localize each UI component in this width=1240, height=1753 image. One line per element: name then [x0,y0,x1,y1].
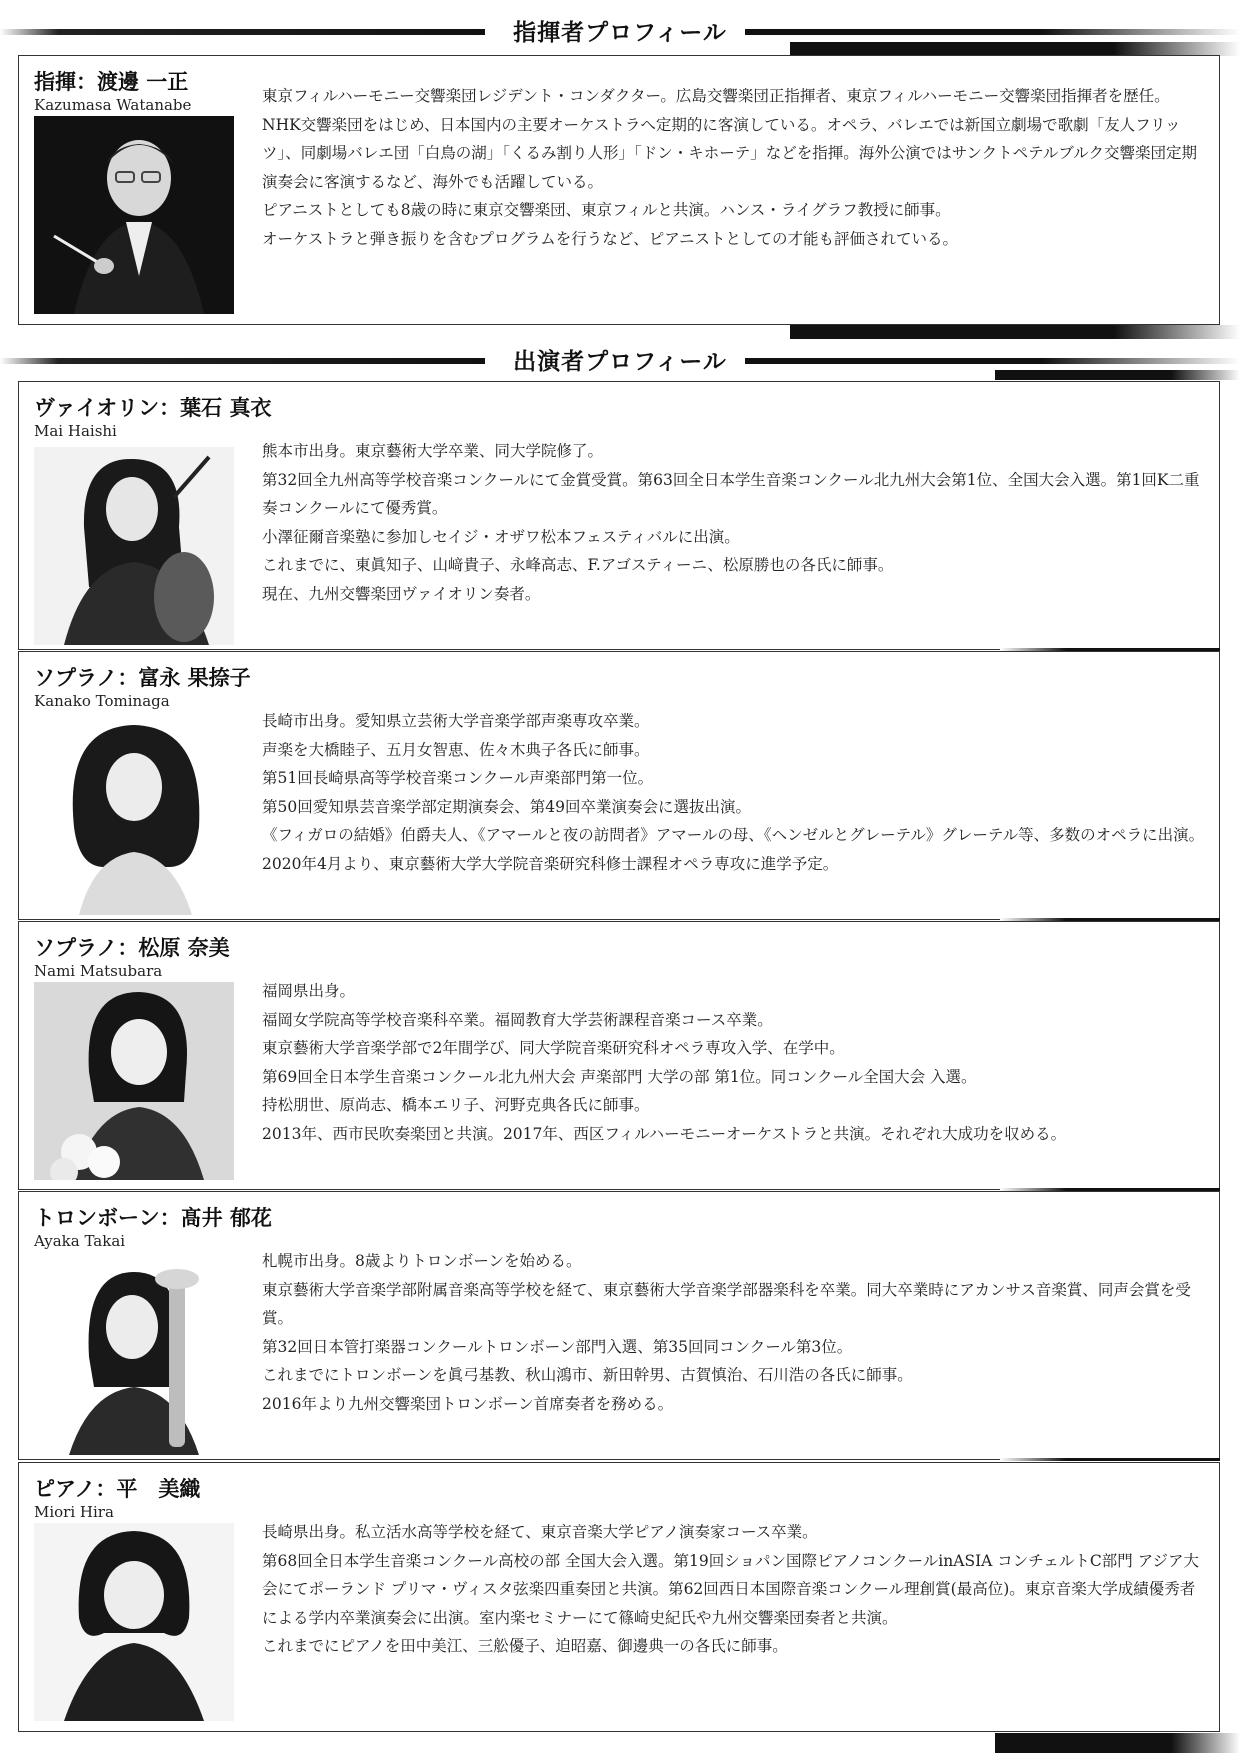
bio-paragraph: 長崎県出身。私立活水高等学校を経て、東京音楽大学ピアノ演奏家コース卒業。 [262,1523,818,1541]
bio-paragraph: 第50回愛知県芸音楽学部定期演奏会、第49回卒業演奏会に選抜出演。 [262,797,751,816]
performer-card-piano [18,1462,1220,1732]
performer-photo [34,982,234,1180]
bio-paragraph: 東京藝術大学音楽学部附属音楽高等学校を経て、東京藝術大学音楽学部器楽科を卒業。同大卒業時にアカンサス音楽賞、同声会賞を受賞。 [262,1280,1191,1327]
performer-bio [262,707,1207,878]
performer-photo [34,1523,234,1721]
card-corner-accent [1000,1458,1220,1461]
performer-photo [34,447,234,645]
bio-paragraph: これまでにピアノを田中美江、三舩優子、迫昭嘉、御邊典一の各氏に師事。 [262,1637,788,1655]
decorative-bar [790,42,1240,56]
conductor-bio [262,82,1207,253]
performer-bio [262,977,1207,1148]
bio-paragraph: 東京フィルハーモニー交響楽団レジデント・コンダクター。広島交響楽団正指揮者、東京フィルハーモニー交響楽団指揮者を歴任。 [262,87,1170,105]
bio-paragraph: ピアニストとしても8歳の時に東京交響楽団、東京フィルと共演。ハンス・ライグラフ教授に師事。 [262,201,951,219]
bio-paragraph: 現在、九州交響楽団ヴァイオリン奏者。 [262,584,541,603]
performer-card-soprano-matsubara [18,921,1220,1190]
conductor-photo [34,116,234,314]
conductor-section-title: 指揮者プロフィール [0,14,1240,47]
performer-name-jp: ヴァイオリン：葉石 真衣 [34,396,272,420]
decorative-bar [995,1733,1240,1753]
bio-paragraph: 2013年、西市民吹奏楽団と共演。2017年、西区フィルハーモニーオーケストラと共演。それぞれ大成功を収める。 [262,1124,1067,1143]
performer-name-jp: トロンボーン：髙井 郁花 [34,1206,272,1230]
performer-bio [262,437,1207,608]
performer-card-trombone [18,1191,1220,1460]
bio-paragraph: NHK交響楽団をはじめ、日本国内の主要オーケストラへ定期的に客演している。オペラ、バレエでは新国立劇場で歌劇「友人フリッツ」、同劇場バレエ団「白鳥の湖」「くるみ割り人形」「ドン・キホーテ」などを指揮。海外公演ではサンクトペテルブルク交響楽団定期演奏会に客演するなど、海外でも活躍している。 [262,115,1197,191]
bio-paragraph: 第68回全日本学生音楽コンクール高校の部 全国大会入選。第19回ショパン国際ピアノコンクールinASIA コンチェルトC部門 アジア大会にてポーランド プリマ・ヴィスタ弦楽四重奏団と共演。第62回西日本国際音楽コンクール理創賞(最高位)。東京音楽大学成績優秀者による学内卒業演奏会に出演。室内楽セミナーにて篠崎史紀氏や九州交響楽団奏者と共演。 [262,1551,1200,1627]
bio-paragraph: オーケストラと弾き振りを含むプログラムを行うなど、ピアニストとしての才能も評価されている。 [262,229,958,248]
bio-paragraph: 小澤征爾音楽塾に参加しセイジ・オザワ松本フェスティバルに出演。 [262,527,740,546]
performer-name-en: Ayaka Takai [34,1232,126,1250]
bio-paragraph: 第32回日本管打楽器コンクールトロンボーン部門入選、第35回同コンクール第3位。 [262,1337,853,1356]
performer-photo [34,717,234,915]
performer-name-jp: ソプラノ：富永 果捺子 [34,666,251,690]
bio-paragraph: 札幌市出身。8歳よりトロンボーンを始める。 [262,1252,582,1270]
performer-name-en: Mai Haishi [34,422,117,440]
bio-paragraph: 長崎市出身。愛知県立芸術大学音楽学部声楽専攻卒業。 [262,712,650,730]
bio-paragraph: 熊本市出身。東京藝術大学卒業、同大学院修了。 [262,442,604,460]
bio-paragraph: これまでに、東眞知子、山﨑貴子、永峰高志、F.アゴスティーニ、松原勝也の各氏に師事。 [262,556,894,574]
performer-bio [262,1247,1207,1418]
bio-paragraph: 福岡県出身。 [262,982,356,1000]
performer-name-jp: ソプラノ：松原 奈美 [34,936,230,960]
bio-paragraph: 声楽を大橋睦子、五月女智恵、佐々木典子各氏に師事。 [262,740,650,759]
performer-name-jp: ピアノ：平 美織 [34,1477,201,1501]
performer-bio [262,1518,1207,1661]
performer-card-violin [18,381,1220,650]
performer-name-en: Miori Hira [34,1503,114,1521]
bio-paragraph: 第51回長崎県高等学校音楽コンクール声楽部門第一位。 [262,769,654,787]
bio-paragraph: 第32回全九州高等学校音楽コンクールにて金賞受賞。第63回全日本学生音楽コンクール北九州大会第1位、全国大会入選。第1回K二重奏コンクールにて優秀賞。 [262,470,1200,517]
bio-paragraph: 東京藝術大学音楽学部で2年間学び、同大学院音楽研究科オペラ専攻入学、在学中。 [262,1039,845,1057]
bio-paragraph: 2016年より九州交響楽団トロンボーン首席奏者を務める。 [262,1394,674,1413]
decorative-bar [995,370,1240,380]
conductor-card [18,55,1220,325]
bio-paragraph: これまでにトロンボーンを眞弓基教、秋山鴻市、新田幹男、古賀慎治、石川浩の各氏に師事。 [262,1366,913,1384]
performer-photo [34,1257,234,1455]
conductor-name-en: Kazumasa Watanabe [34,96,192,114]
bio-paragraph: 持松朋世、原尚志、橋本エリ子、河野克典各氏に師事。 [262,1096,650,1114]
bio-paragraph: 《フィガロの結婚》伯爵夫人、《アマールと夜の訪問者》アマールの母、《ヘンゼルとグレーテル》グレーテル等、多数のオペラに出演。 [262,826,1205,844]
performer-section-title: 出演者プロフィール [0,343,1240,376]
performer-name-en: Nami Matsubara [34,962,163,980]
bio-paragraph: 第69回全日本学生音楽コンクール北九州大会 声楽部門 大学の部 第1位。同コンクール全国大会 入選。 [262,1067,977,1086]
performer-card-soprano-tominaga [18,651,1220,920]
performer-name-en: Kanako Tominaga [34,692,170,710]
conductor-name-jp: 指揮：渡邊 一正 [34,70,189,94]
bio-paragraph: 福岡女学院高等学校音楽科卒業。福岡教育大学芸術課程音楽コース卒業。 [262,1010,773,1029]
decorative-bar [790,325,1240,339]
bio-paragraph: 2020年4月より、東京藝術大学大学院音楽研究科修士課程オペラ専攻に進学予定。 [262,854,839,873]
